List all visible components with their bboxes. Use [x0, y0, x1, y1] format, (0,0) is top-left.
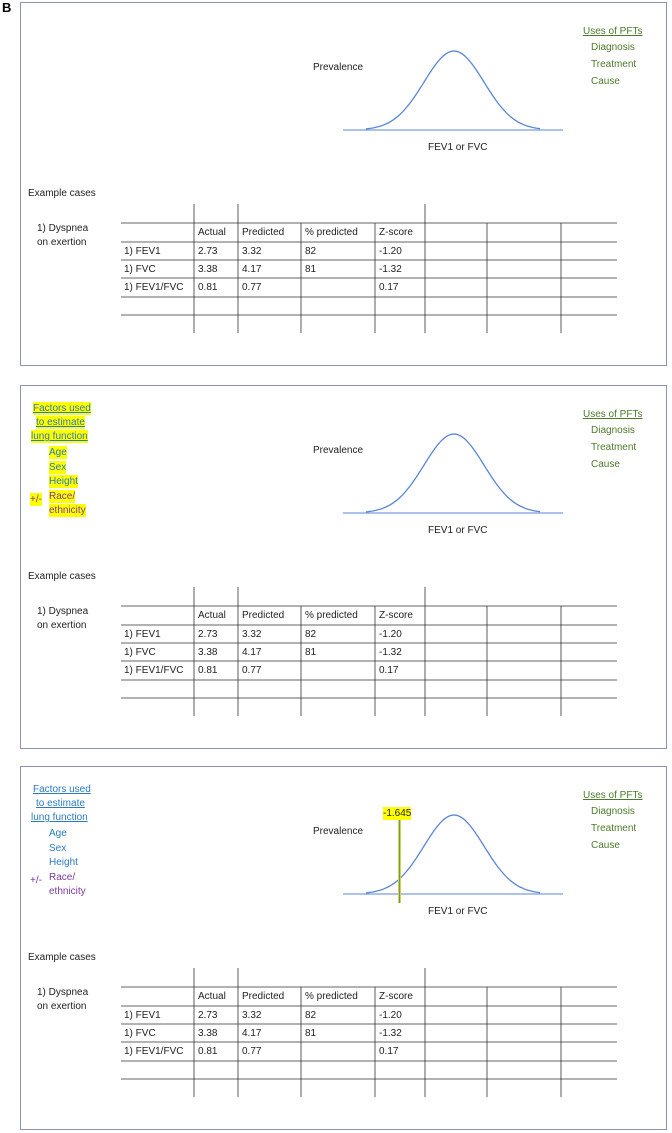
uses-title: Uses of PFTs — [583, 26, 643, 37]
factors-title: lung function — [31, 812, 88, 823]
table-cell: 0.81 — [198, 665, 218, 676]
table-cell: 4.17 — [242, 264, 262, 275]
table-cell: 1) FEV1 — [124, 629, 161, 640]
table-cell: 0.81 — [198, 282, 218, 293]
panel-graphics — [21, 3, 668, 367]
factor-item-optional: Race/ — [49, 491, 76, 502]
threshold-label: -1.645 — [383, 808, 412, 819]
table-cell: -1.32 — [379, 264, 402, 275]
factor-item: Age — [49, 447, 67, 458]
table-cell: 82 — [305, 1010, 317, 1021]
table-header: % predicted — [305, 227, 358, 238]
table-cell: 0.17 — [379, 282, 399, 293]
y-axis-label: Prevalence — [313, 445, 364, 456]
factor-item: Sex — [49, 842, 67, 854]
table-cell: 2.73 — [198, 1010, 218, 1021]
table-cell: 1) FEV1/FVC — [124, 665, 184, 676]
uses-item: Treatment — [591, 823, 637, 834]
table-header: Z-score — [379, 610, 413, 621]
distribution-curve — [366, 434, 540, 512]
table-cell: 4.17 — [242, 1028, 262, 1039]
table-cell: 0.17 — [379, 665, 399, 676]
table-cell: -1.32 — [379, 1028, 402, 1039]
case-description: 1) Dyspnea — [37, 987, 89, 998]
uses-item: Diagnosis — [591, 806, 635, 817]
table-cell: 1) FVC — [124, 647, 156, 658]
table-cell: 0.77 — [242, 665, 262, 676]
table-header: % predicted — [305, 610, 358, 621]
case-description: on exertion — [37, 620, 87, 631]
factors-title: to estimate — [36, 798, 85, 809]
table-cell: -1.20 — [379, 629, 402, 640]
table-header: Predicted — [242, 610, 285, 621]
factor-item-optional: ethnicity — [49, 886, 86, 897]
table-cell: 3.32 — [242, 246, 262, 257]
table-cell: 0.81 — [198, 1046, 218, 1057]
panel-graphics — [21, 767, 668, 1131]
factors-title: Factors used — [33, 784, 91, 795]
table-header: Z-score — [379, 991, 413, 1002]
table-cell: 81 — [305, 647, 317, 658]
example-cases-label: Example cases — [28, 571, 96, 582]
factor-item-optional: Race/ — [49, 872, 76, 883]
factor-item: Sex — [49, 461, 67, 473]
case-description: 1) Dyspnea — [37, 606, 89, 617]
uses-item: Treatment — [591, 442, 637, 453]
x-axis-label: FEV1 or FVC — [428, 142, 488, 153]
uses-title: Uses of PFTs — [583, 409, 643, 420]
table-cell: 0.77 — [242, 1046, 262, 1057]
panel-graphics — [21, 386, 668, 750]
uses-item: Cause — [591, 840, 620, 851]
table-cell: 3.38 — [198, 1028, 218, 1039]
table-header: Actual — [198, 227, 226, 238]
table-cell: 3.38 — [198, 264, 218, 275]
example-cases-label: Example cases — [28, 952, 96, 963]
case-description: on exertion — [37, 1001, 87, 1012]
table-cell: 1) FVC — [124, 264, 156, 275]
x-axis-label: FEV1 or FVC — [428, 906, 488, 917]
figure-label: B — [2, 0, 12, 15]
factor-item: Height — [49, 857, 78, 868]
optional-prefix: +/- — [30, 875, 42, 886]
optional-prefix: +/- — [30, 494, 42, 505]
table-header: Actual — [198, 991, 226, 1002]
table-cell: 0.17 — [379, 1046, 399, 1057]
table-cell: 3.32 — [242, 629, 262, 640]
factors-title: lung function — [31, 431, 88, 442]
table-cell: 0.77 — [242, 282, 262, 293]
uses-item: Cause — [591, 459, 620, 470]
table-cell: 82 — [305, 629, 317, 640]
distribution-curve — [366, 51, 540, 129]
x-axis-label: FEV1 or FVC — [428, 525, 488, 536]
uses-item: Cause — [591, 76, 620, 87]
example-cases-label: Example cases — [28, 188, 96, 199]
factor-item: Age — [49, 828, 67, 839]
table-cell: 1) FEV1 — [124, 1010, 161, 1021]
table-cell: -1.32 — [379, 647, 402, 658]
table-cell: 3.32 — [242, 1010, 262, 1021]
table-cell: 2.73 — [198, 246, 218, 257]
table-cell: 81 — [305, 1028, 317, 1039]
table-cell: 3.38 — [198, 647, 218, 658]
slide-panel-2 — [20, 385, 667, 749]
y-axis-label: Prevalence — [313, 62, 364, 73]
factors-title: Factors used — [33, 403, 91, 414]
table-cell: 82 — [305, 246, 317, 257]
slide-panel-3 — [20, 766, 667, 1130]
table-header: Predicted — [242, 991, 285, 1002]
slide-panel-1 — [20, 2, 667, 366]
distribution-curve — [366, 815, 540, 893]
table-header: Predicted — [242, 227, 285, 238]
case-description: on exertion — [37, 237, 87, 248]
table-header: % predicted — [305, 991, 358, 1002]
table-cell: 2.73 — [198, 629, 218, 640]
uses-item: Diagnosis — [591, 42, 635, 53]
table-cell: 1) FVC — [124, 1028, 156, 1039]
table-header: Actual — [198, 610, 226, 621]
factor-item-optional: ethnicity — [49, 505, 86, 516]
uses-item: Diagnosis — [591, 425, 635, 436]
table-cell: 1) FEV1 — [124, 246, 161, 257]
table-cell: -1.20 — [379, 246, 402, 257]
uses-title: Uses of PFTs — [583, 790, 643, 801]
y-axis-label: Prevalence — [313, 826, 364, 837]
case-description: 1) Dyspnea — [37, 223, 89, 234]
table-cell: 1) FEV1/FVC — [124, 282, 184, 293]
uses-item: Treatment — [591, 59, 637, 70]
factor-item: Height — [49, 476, 78, 487]
table-cell: 1) FEV1/FVC — [124, 1046, 184, 1057]
table-cell: 81 — [305, 264, 317, 275]
table-cell: 4.17 — [242, 647, 262, 658]
table-header: Z-score — [379, 227, 413, 238]
factors-title: to estimate — [36, 417, 85, 428]
table-cell: -1.20 — [379, 1010, 402, 1021]
